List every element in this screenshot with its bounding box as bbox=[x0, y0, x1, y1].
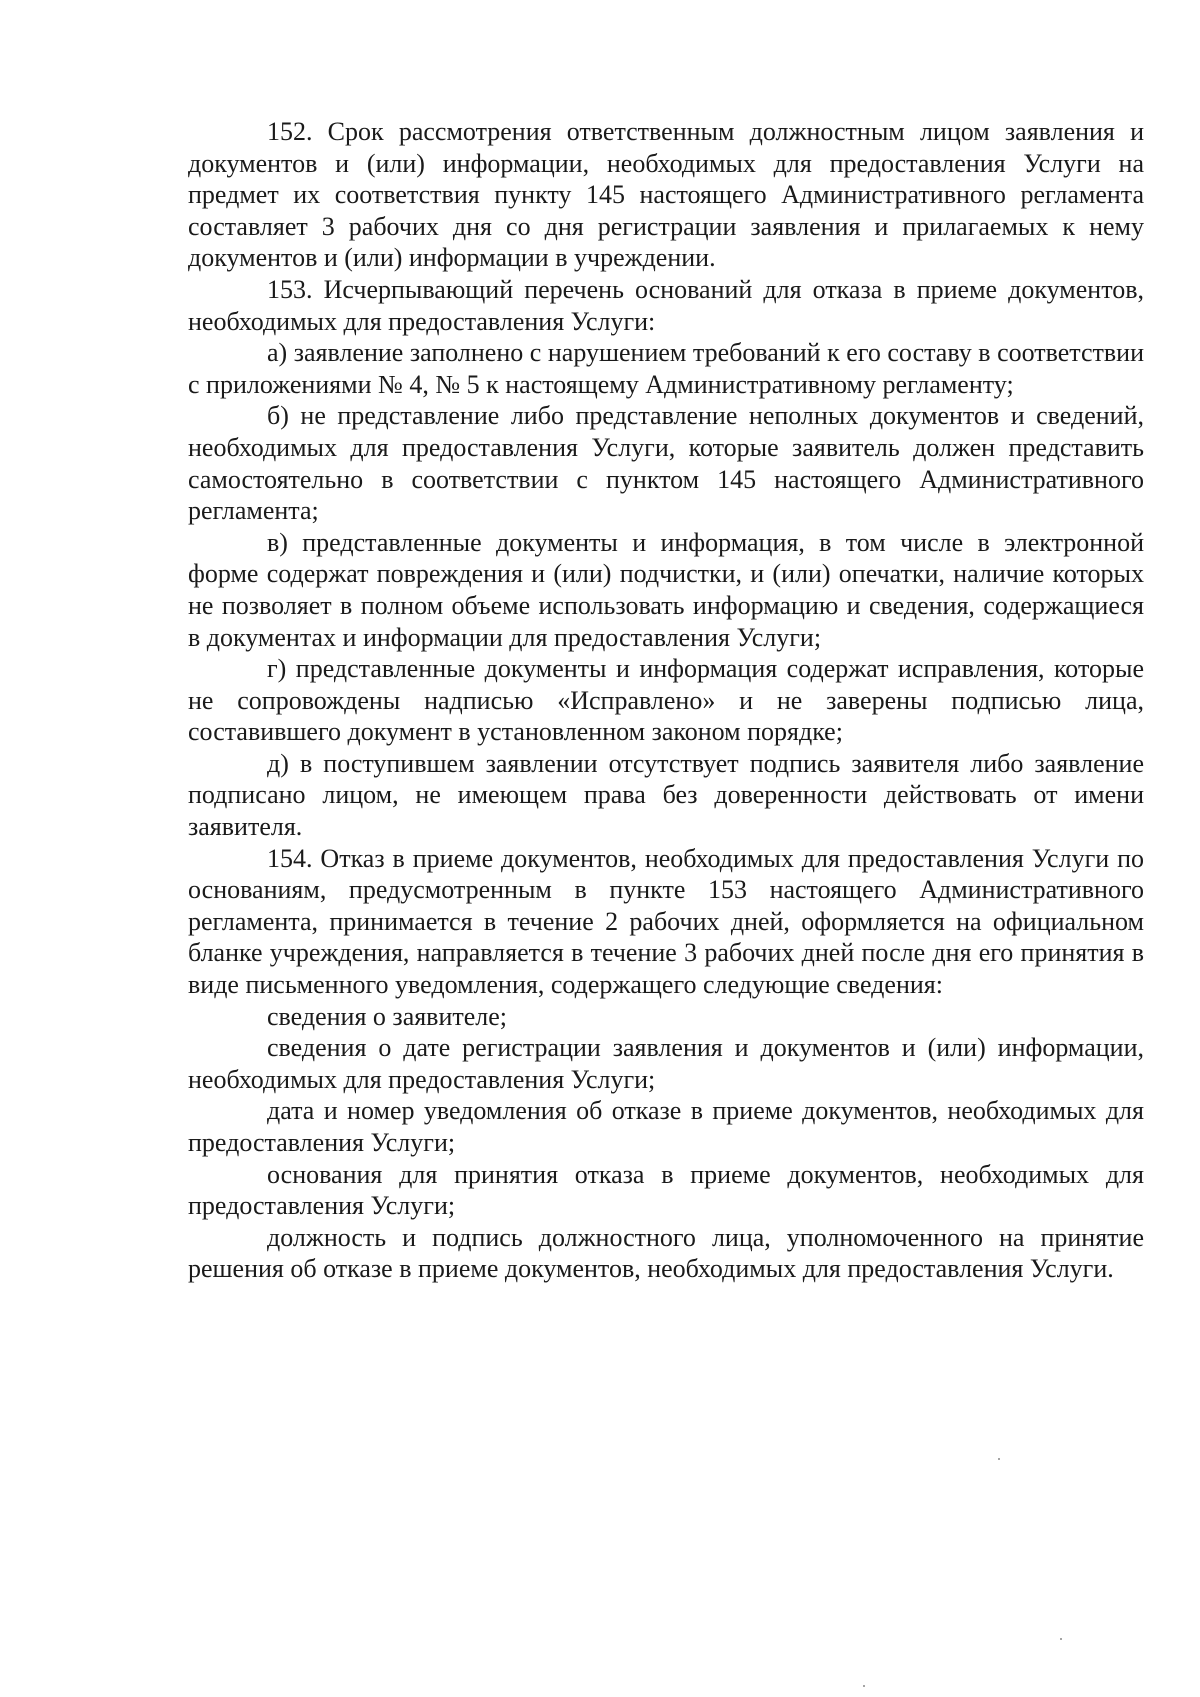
scan-speck bbox=[863, 1685, 865, 1687]
notice-item-applicant: сведения о заявителе; bbox=[267, 1001, 508, 1031]
list-item-b: б) не представление либо представление неполных документов и сведений, необходимых для предоставления Услуги, которые заявитель должен представить самостоятельно в соответствии с пунктом 145 настоящего Административного регламента; bbox=[188, 401, 1144, 526]
document-body bbox=[188, 116, 1144, 1285]
notice-item-signature: должность и подпись должностного лица, уполномоченного на принятие решения об отказе в приеме документов, необходимых для предоставления Услуги. bbox=[188, 1222, 1144, 1284]
notice-item-grounds: основания для принятия отказа в приеме документов, необходимых для предоставления Услуги; bbox=[188, 1159, 1144, 1221]
list-item-a: а) заявление заполнено с нарушением требований к его составу в соответствии с приложениями № 4, № 5 к настоящему Административному регламенту; bbox=[188, 338, 1144, 399]
paragraph-152: 152. Срок рассмотрения ответственным должностным лицом заявления и документов и (или) информации, необходимых для предоставления Услуги на предмет их соответствия пункту 145 настоящего Административного регламента составляет 3 рабочих дня со дня регистрации заявления и прилагаемых к нему документов и (или) информации в учреждении. bbox=[188, 117, 1144, 273]
scan-speck bbox=[998, 1458, 1000, 1460]
paragraph-154: 154. Отказ в приеме документов, необходимых для предоставления Услуги по основаниям, предусмотренным в пункте 153 настоящего Административного регламента, принимается в течение 2 рабочих дней, оформляется на официальном бланке учреждения, направляется в течение 3 рабочих дней после дня его принятия в виде письменного уведомления, содержащего следующие сведения: bbox=[188, 843, 1144, 1000]
notice-item-registration-date: сведения о дате регистрации заявления и документов и (или) информации, необходимых для предоставления Услуги; bbox=[188, 1033, 1144, 1094]
paragraph-153: 153. Исчерпывающий перечень оснований для отказа в приеме документов, необходимых для предоставления Услуги: bbox=[188, 274, 1144, 336]
scan-speck bbox=[1060, 1638, 1062, 1640]
notice-item-date-number: дата и номер уведомления об отказе в приеме документов, необходимых для предоставления Услуги; bbox=[188, 1096, 1144, 1157]
list-item-g: г) представленные документы и информация содержат исправления, которые не сопровождены надписью «Исправлено» и не заверены подписью лица, составившего документ в установленном законом порядке; bbox=[188, 654, 1144, 747]
list-item-v: в) представленные документы и информация, в том числе в электронной форме содержат повреждения и (или) подчистки, и (или) опечатки, наличие которых не позволяет в полном объеме использовать информацию и сведения, содержащиеся в документах и информации для предоставления Услуги; bbox=[188, 527, 1144, 652]
list-item-d: д) в поступившем заявлении отсутствует подпись заявителя либо заявление подписано лицом, не имеющем права без доверенности действовать от имени заявителя. bbox=[188, 748, 1144, 842]
